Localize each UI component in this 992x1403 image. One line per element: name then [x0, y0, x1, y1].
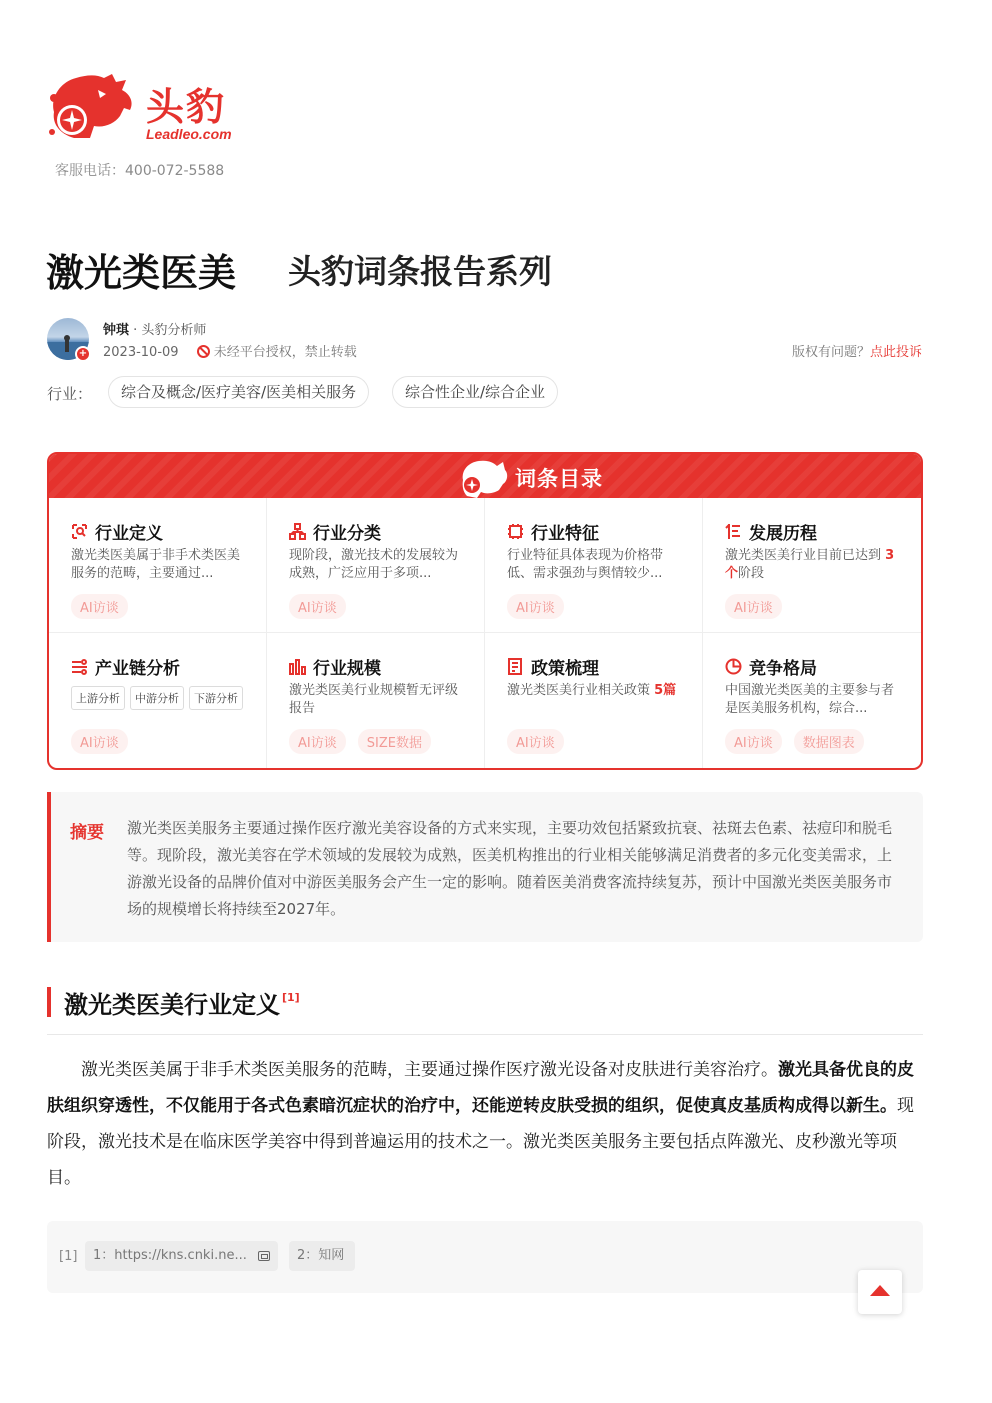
definition-icon	[71, 523, 88, 540]
reprint-notice	[197, 345, 357, 360]
brand-logo[interactable]	[46, 72, 246, 152]
back-to-top-button[interactable]	[858, 1270, 902, 1314]
brand-name-cn: 头豹	[146, 85, 227, 129]
reference-link[interactable]: 1：https://kns.cnki.ne...	[85, 1241, 278, 1271]
section-accent-bar	[47, 987, 51, 1017]
chain-icon	[71, 658, 88, 675]
toc-item-market-size[interactable]	[267, 633, 485, 768]
ai-interview-pill[interactable]: AI访谈	[507, 594, 564, 619]
toc-item-title: 政策梳理	[531, 658, 599, 679]
toc-item-features[interactable]	[485, 498, 703, 633]
leopard-logo-icon	[46, 72, 138, 144]
reprint-notice-text: 未经平台授权，禁止转载	[213, 345, 357, 360]
leopard-mascot-icon	[457, 458, 509, 498]
industry-tag[interactable]: 综合及概念/医疗美容/医美相关服务	[108, 376, 369, 408]
summary-text: 激光类医美服务主要通过操作医疗激光美容设备的方式来实现，主要功效包括紧致抗衰、祛斑去色素、祛痘印和脱毛等。现阶段，激光美容在学术领域的发展较为成熟，医美机构推出的行业相关能够满足消费者的多元化变美需求，上游激光设备的品牌价值对中游医美服务会产生一定的影响。随着医美消费客流持续复苏，预计中国激光类医美服务市场的规模增长将持续至2027年。	[127, 819, 893, 918]
author-name[interactable]: 钟琪	[103, 323, 130, 338]
data-chart-pill[interactable]: 数据图表	[794, 729, 864, 754]
toc-item-desc: 激光类医美属于非手术类医美服务的范畴，主要通过...	[71, 548, 241, 581]
toc-card	[47, 452, 923, 770]
publish-date: 2023-10-09	[103, 345, 179, 360]
toc-item-title: 行业特征	[531, 523, 599, 544]
ai-interview-pill[interactable]: AI访谈	[507, 729, 564, 754]
midstream-chip[interactable]: 中游分析	[130, 686, 184, 710]
publish-meta	[103, 341, 357, 360]
author-info	[103, 319, 206, 338]
toc-item-desc: 现阶段，激光技术的发展较为成熟，广泛应用于多项...	[289, 548, 459, 581]
history-icon	[725, 523, 742, 540]
page-subtitle: 头豹词条报告系列	[288, 252, 552, 291]
toc-item-policy[interactable]	[485, 633, 703, 768]
reference-number: [1]	[59, 1249, 78, 1264]
summary-label: 摘要	[70, 823, 104, 843]
page-title: 激光类医美	[46, 251, 237, 295]
toc-item-desc: 激光类医美行业目前已达到 3个阶段	[725, 548, 895, 581]
classification-icon	[289, 523, 306, 540]
summary-box	[47, 792, 923, 942]
toc-item-title: 行业分类	[313, 523, 381, 544]
toc-item-industry-chain[interactable]	[49, 633, 267, 768]
ai-interview-pill[interactable]: AI访谈	[71, 729, 128, 754]
ai-interview-pill[interactable]: AI访谈	[725, 594, 782, 619]
copyright-complaint	[792, 341, 922, 360]
ai-interview-pill[interactable]: AI访谈	[289, 594, 346, 619]
ban-icon	[197, 345, 210, 358]
toc-item-desc: 行业特征具体表现为价格带低、需求强劲与舆情较少...	[507, 548, 664, 581]
toc-header	[49, 454, 921, 498]
toc-grid	[49, 498, 921, 768]
chain-chips	[71, 686, 246, 710]
author-role: · 头豹分析师	[129, 323, 207, 338]
toc-item-title: 竞争格局	[749, 658, 817, 679]
copyright-question: 版权有问题？	[791, 345, 870, 360]
toc-item-history[interactable]	[703, 498, 921, 633]
hotline: 客服电话：400-072-5588	[55, 163, 225, 179]
toc-item-title: 发展历程	[749, 523, 817, 544]
feature-icon	[507, 523, 524, 540]
industry-label: 行业：	[47, 385, 93, 403]
toc-item-competition[interactable]	[703, 633, 921, 768]
avatar-badge: +	[75, 346, 91, 362]
toc-item-classification[interactable]	[267, 498, 485, 633]
policy-icon	[507, 658, 524, 675]
ai-interview-pill[interactable]: AI访谈	[71, 594, 128, 619]
downstream-chip[interactable]: 下游分析	[189, 686, 243, 710]
toc-item-title: 产业链分析	[95, 658, 180, 679]
reference-marker[interactable]: [1]	[282, 991, 300, 1004]
toc-item-desc: 激光类医美行业规模暂无评级报告	[289, 683, 459, 716]
complaint-link[interactable]: 点此投诉	[869, 345, 922, 360]
size-data-pill[interactable]: SIZE数据	[358, 729, 431, 754]
reference-source[interactable]: 2：知网	[289, 1241, 355, 1271]
brand-name-en: Leadleo.com	[146, 126, 232, 142]
section-body: 激光类医美属于非手术类医美服务的范畴，主要通过操作医疗激光设备对皮肤进行美容治疗。激光具备优良的皮肤组织穿透性，不仅能用于各式色素暗沉症状的治疗中，还能逆转皮肤受损的组织，促使真皮基质构成得以新生。现阶段，激光技术是在临床医学美容中得到普遍运用的技术之一。激光类医美服务主要包括点阵激光、皮秒激光等项目。	[47, 1060, 914, 1188]
competition-icon	[725, 658, 742, 675]
toc-item-desc: 中国激光类医美的主要参与者是医美服务机构，综合...	[725, 683, 895, 716]
section-title: 激光类医美行业定义 [1]	[64, 991, 300, 1019]
toc-item-desc: 激光类医美行业相关政策 5篇	[507, 683, 677, 698]
toc-item-title: 行业规模	[313, 658, 381, 679]
scale-icon	[289, 658, 306, 675]
industry-tag[interactable]: 综合性企业/综合企业	[392, 376, 558, 408]
ai-interview-pill[interactable]: AI访谈	[725, 729, 782, 754]
references-box	[47, 1221, 923, 1293]
upstream-chip[interactable]: 上游分析	[71, 686, 125, 710]
external-link-icon	[258, 1251, 270, 1261]
toc-item-definition[interactable]	[49, 498, 267, 633]
toc-title: 词条目录	[515, 467, 603, 491]
ai-interview-pill[interactable]: AI访谈	[289, 729, 346, 754]
toc-item-title: 行业定义	[95, 523, 163, 544]
section-divider	[47, 1034, 923, 1035]
